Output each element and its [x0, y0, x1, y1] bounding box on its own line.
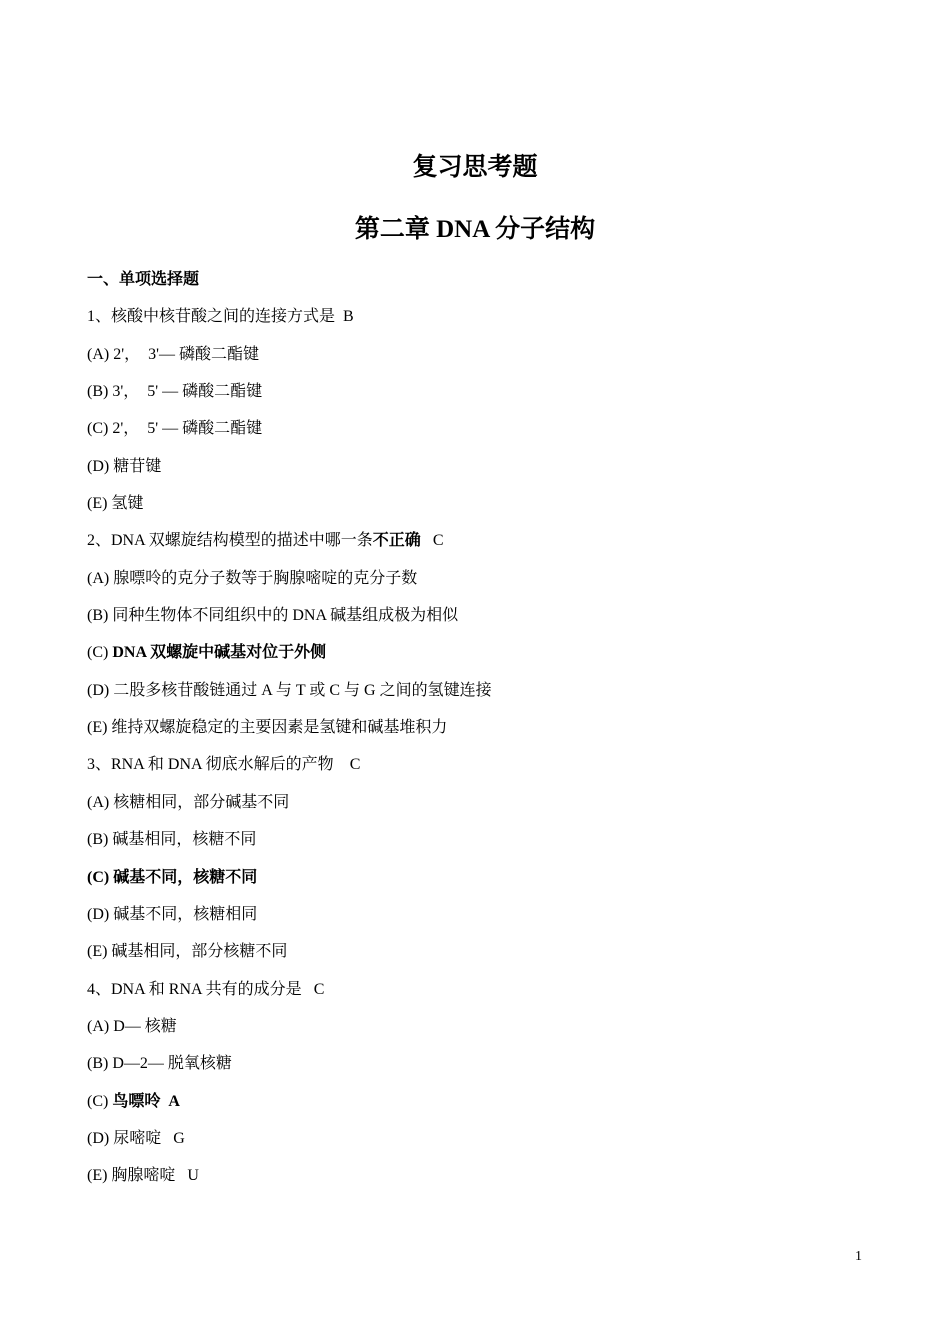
- question-stem: [87, 530, 867, 567]
- document-title: 复习思考题: [412, 154, 538, 181]
- option-a: (A) 核糖相同，部分碱基不同: [87, 793, 290, 811]
- answer-key: C: [333, 756, 361, 774]
- option-e: (E) 氢键: [87, 495, 144, 513]
- answer-key: C: [301, 980, 325, 998]
- option-b: (B) 碱基相同，核糖不同: [87, 831, 257, 849]
- option-label: (C): [87, 1092, 113, 1110]
- answer-key: C: [420, 532, 444, 550]
- question-emphasis: 不正确: [372, 532, 421, 550]
- question-stem: [87, 306, 867, 343]
- option-d: (D) 碱基不同，核糖相同: [87, 905, 258, 923]
- question-list: [87, 269, 867, 1203]
- question-text: 3、RNA 和 DNA 彻底水解后的产物: [87, 756, 334, 774]
- question-text: 2、DNA 双螺旋结构模型的描述中哪一条: [87, 532, 373, 550]
- option-c: (C) 2'， 5' — 磷酸二酯键: [87, 420, 263, 438]
- answer-key: B: [335, 308, 354, 326]
- option-e: (E) 碱基相同，部分核糖不同: [87, 943, 288, 961]
- option-b: (B) 3'， 5' — 磷酸二酯键: [87, 383, 263, 401]
- option-a: (A) D— 核糖: [87, 1017, 177, 1035]
- option-e: (E) 维持双螺旋稳定的主要因素是氢键和碱基堆积力: [87, 719, 448, 737]
- option-b: (B) 同种生物体不同组织中的 DNA 碱基组成极为相似: [87, 607, 459, 625]
- option-d: (D) 二股多核苷酸链通过 A 与 T 或 C 与 G 之间的氢键连接: [87, 681, 492, 699]
- question-stem: [87, 979, 867, 1016]
- option-text-correct: DNA 双螺旋中碱基对位于外侧: [112, 644, 327, 662]
- option-d: (D) 糖苷键: [87, 457, 162, 475]
- option-c-correct: (C) 碱基不同，核糖不同: [87, 868, 258, 886]
- option-a: (A) 2'， 3'— 磷酸二酯键: [87, 345, 259, 363]
- option-c: [87, 1091, 867, 1128]
- section-heading: 一、单项选择题: [87, 271, 200, 288]
- option-d: (D) 尿嘧啶 G: [87, 1129, 185, 1147]
- chapter-title: 第二章 DNA 分子结构: [354, 216, 596, 243]
- option-e: (E) 胸腺嘧啶 U: [87, 1167, 199, 1185]
- question-text: 4、DNA 和 RNA 共有的成分是: [87, 980, 302, 998]
- option-c: [87, 642, 867, 679]
- option-label: (C): [87, 644, 113, 662]
- page-number: 1: [855, 1249, 862, 1264]
- question-text: 1、核酸中核苷酸之间的连接方式是: [87, 308, 336, 326]
- option-a: (A) 腺嘌呤的克分子数等于胸腺嘧啶的克分子数: [87, 569, 418, 587]
- option-text-correct: 鸟嘌呤 A: [112, 1092, 180, 1110]
- question-stem: [87, 754, 867, 791]
- option-b: (B) D—2— 脱氧核糖: [87, 1055, 232, 1073]
